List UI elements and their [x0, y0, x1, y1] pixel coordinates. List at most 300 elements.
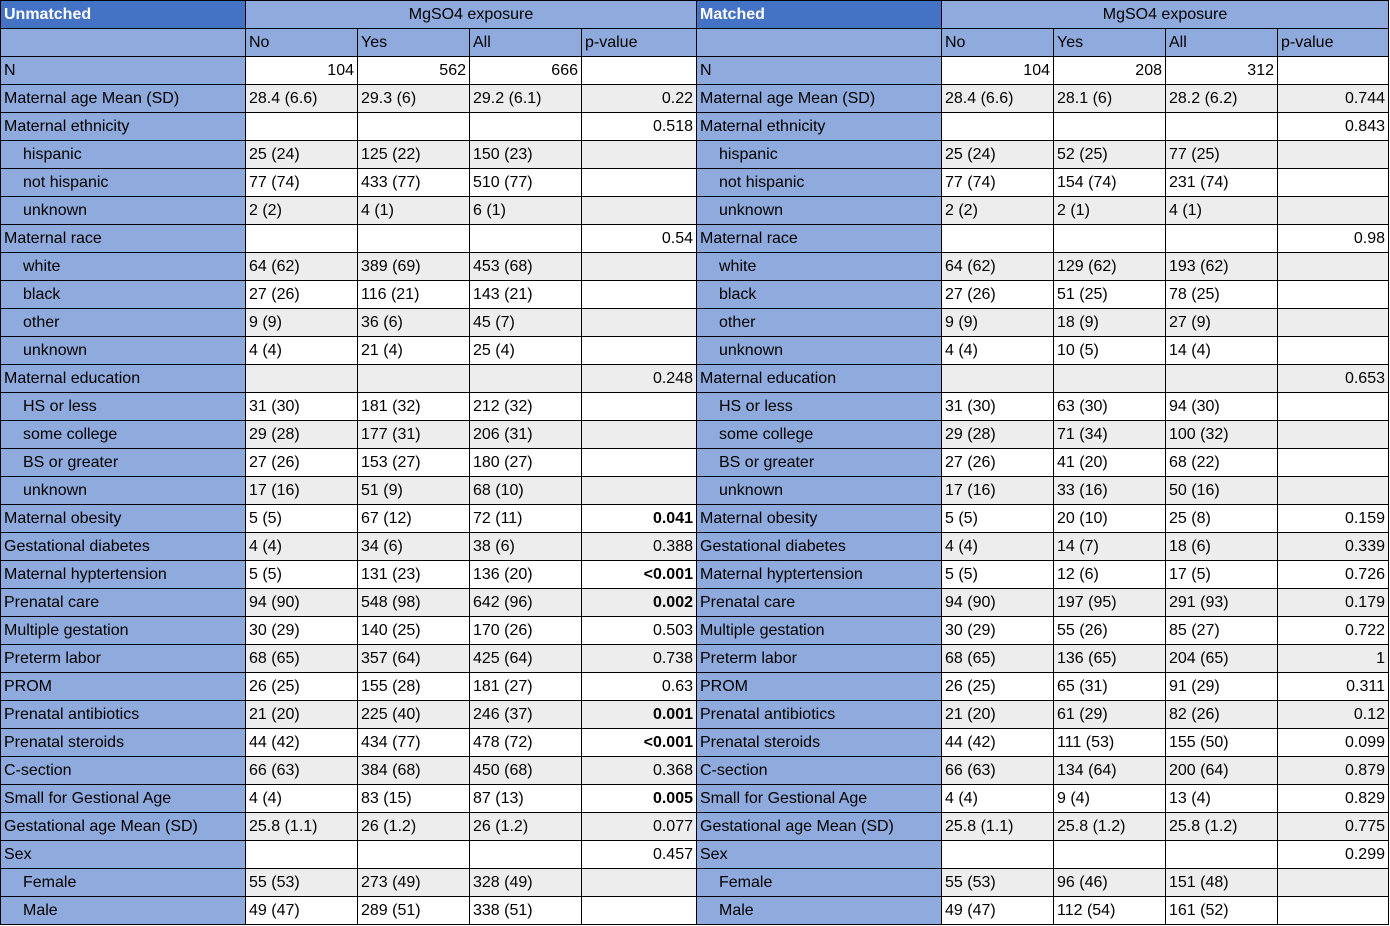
cell-all: 50 (16) [1166, 477, 1278, 505]
cell-pvalue [582, 449, 697, 477]
cell-yes: 25.8 (1.2) [1054, 813, 1166, 841]
cell-yes: 55 (26) [1054, 617, 1166, 645]
cell-yes: 140 (25) [358, 617, 470, 645]
cell-no: 4 (4) [246, 533, 358, 561]
table-row [1, 701, 697, 729]
row-label: Maternal obesity [697, 505, 942, 533]
cell-pvalue [582, 141, 697, 169]
row-label: N [697, 57, 942, 85]
cell-no: 104 [246, 57, 358, 85]
cell-all: 212 (32) [470, 393, 582, 421]
cell-all: 170 (26) [470, 617, 582, 645]
cell-yes: 154 (74) [1054, 169, 1166, 197]
cell-yes: 51 (25) [1054, 281, 1166, 309]
cell-all: 510 (77) [470, 169, 582, 197]
row-label: unknown [1, 477, 246, 505]
row-label: Prenatal care [1, 589, 246, 617]
table-row [697, 169, 1389, 197]
cell-no: 21 (20) [246, 701, 358, 729]
cell-pvalue: 0.829 [1278, 785, 1389, 813]
cell-all: 85 (27) [1166, 617, 1278, 645]
matched-title: Matched [697, 1, 942, 29]
cell-all [470, 113, 582, 141]
cell-yes: 2 (1) [1054, 197, 1166, 225]
row-label: Small for Gestional Age [1, 785, 246, 813]
cell-no: 31 (30) [942, 393, 1054, 421]
cell-yes: 96 (46) [1054, 869, 1166, 897]
row-label: Maternal education [697, 365, 942, 393]
cell-pvalue: 0.339 [1278, 533, 1389, 561]
cell-all [1166, 225, 1278, 253]
cell-no: 27 (26) [942, 449, 1054, 477]
cell-yes: 434 (77) [358, 729, 470, 757]
row-label: Maternal age Mean (SD) [697, 85, 942, 113]
row-label: Maternal race [697, 225, 942, 253]
cell-yes: 548 (98) [358, 589, 470, 617]
cell-all: 13 (4) [1166, 785, 1278, 813]
cell-pvalue: 0.311 [1278, 673, 1389, 701]
cell-yes: 208 [1054, 57, 1166, 85]
table-row [697, 309, 1389, 337]
row-label: other [1, 309, 246, 337]
cell-all [1166, 113, 1278, 141]
cell-all: 68 (10) [470, 477, 582, 505]
cell-pvalue: 0.041 [582, 505, 697, 533]
cell-all: 28.2 (6.2) [1166, 85, 1278, 113]
cell-pvalue: 0.457 [582, 841, 697, 869]
cell-pvalue: <0.001 [582, 561, 697, 589]
row-label: Prenatal care [697, 589, 942, 617]
cell-yes [1054, 113, 1166, 141]
cell-yes: 63 (30) [1054, 393, 1166, 421]
cell-no: 25.8 (1.1) [246, 813, 358, 841]
cell-yes: 65 (31) [1054, 673, 1166, 701]
row-label: white [697, 253, 942, 281]
cell-no: 64 (62) [246, 253, 358, 281]
cell-pvalue [1278, 421, 1389, 449]
cell-all: 72 (11) [470, 505, 582, 533]
table-row [1, 449, 697, 477]
cell-no: 68 (65) [942, 645, 1054, 673]
cell-pvalue [1278, 477, 1389, 505]
row-label: black [1, 281, 246, 309]
cell-all: 25 (8) [1166, 505, 1278, 533]
cell-pvalue: 0.099 [1278, 729, 1389, 757]
cell-pvalue [1278, 197, 1389, 225]
row-label: Maternal ethnicity [697, 113, 942, 141]
cell-all: 200 (64) [1166, 757, 1278, 785]
cell-yes [1054, 365, 1166, 393]
cell-all: 204 (65) [1166, 645, 1278, 673]
table-row [1, 253, 697, 281]
row-label: C-section [697, 757, 942, 785]
table-row [697, 869, 1389, 897]
cell-no: 4 (4) [942, 533, 1054, 561]
cell-yes: 36 (6) [358, 309, 470, 337]
cell-no: 77 (74) [246, 169, 358, 197]
cell-pvalue: 0.503 [582, 617, 697, 645]
cell-pvalue: 0.653 [1278, 365, 1389, 393]
cell-no: 5 (5) [942, 561, 1054, 589]
cell-all: 29.2 (6.1) [470, 85, 582, 113]
table-row [697, 197, 1389, 225]
table-row [697, 225, 1389, 253]
unmatched-col-pvalue: p-value [582, 29, 697, 57]
row-label: Gestational diabetes [1, 533, 246, 561]
unmatched-col-yes: Yes [358, 29, 470, 57]
cell-no: 49 (47) [942, 897, 1054, 925]
table-row [697, 421, 1389, 449]
cell-all: 100 (32) [1166, 421, 1278, 449]
cell-all: 425 (64) [470, 645, 582, 673]
cell-yes: 289 (51) [358, 897, 470, 925]
cell-yes: 384 (68) [358, 757, 470, 785]
cell-yes: 181 (32) [358, 393, 470, 421]
cell-yes: 51 (9) [358, 477, 470, 505]
row-label: Gestational diabetes [697, 533, 942, 561]
cell-pvalue [582, 281, 697, 309]
table-row [1, 85, 697, 113]
row-label: Gestational age Mean (SD) [697, 813, 942, 841]
cell-all: 151 (48) [1166, 869, 1278, 897]
cell-all: 181 (27) [470, 673, 582, 701]
cell-all: 291 (93) [1166, 589, 1278, 617]
cell-all: 312 [1166, 57, 1278, 85]
cell-all: 246 (37) [470, 701, 582, 729]
row-label: Small for Gestional Age [697, 785, 942, 813]
matched-col-yes: Yes [1054, 29, 1166, 57]
cell-all: 161 (52) [1166, 897, 1278, 925]
cell-yes: 125 (22) [358, 141, 470, 169]
cell-pvalue [1278, 141, 1389, 169]
cell-pvalue: 0.002 [582, 589, 697, 617]
table-row [697, 365, 1389, 393]
cell-pvalue [582, 421, 697, 449]
cell-yes: 155 (28) [358, 673, 470, 701]
cell-yes: 273 (49) [358, 869, 470, 897]
row-label: BS or greater [697, 449, 942, 477]
row-label: some college [1, 421, 246, 449]
table-row [697, 281, 1389, 309]
row-label: hispanic [1, 141, 246, 169]
cell-all: 91 (29) [1166, 673, 1278, 701]
cell-yes: 129 (62) [1054, 253, 1166, 281]
table-row [1, 197, 697, 225]
cell-all [1166, 365, 1278, 393]
cell-no [942, 841, 1054, 869]
cell-no: 25.8 (1.1) [942, 813, 1054, 841]
cell-pvalue [1278, 169, 1389, 197]
cell-yes: 18 (9) [1054, 309, 1166, 337]
cell-no: 2 (2) [942, 197, 1054, 225]
row-label: Gestational age Mean (SD) [1, 813, 246, 841]
cell-all [470, 841, 582, 869]
row-label: Maternal age Mean (SD) [1, 85, 246, 113]
cell-yes: 41 (20) [1054, 449, 1166, 477]
cell-pvalue [1278, 309, 1389, 337]
table-row [1, 365, 697, 393]
table-row [1, 225, 697, 253]
table-row [1, 309, 697, 337]
cell-no: 94 (90) [246, 589, 358, 617]
cell-all: 478 (72) [470, 729, 582, 757]
cell-no: 44 (42) [246, 729, 358, 757]
cell-yes: 153 (27) [358, 449, 470, 477]
cell-pvalue: 0.54 [582, 225, 697, 253]
cell-pvalue: 0.005 [582, 785, 697, 813]
row-label: Male [1, 897, 246, 925]
cell-yes: 28.1 (6) [1054, 85, 1166, 113]
unmatched-header-blank [1, 29, 246, 57]
row-label: Maternal obesity [1, 505, 246, 533]
table-row [697, 533, 1389, 561]
cell-yes [358, 365, 470, 393]
cell-pvalue: 0.744 [1278, 85, 1389, 113]
row-label: Sex [697, 841, 942, 869]
cell-pvalue: 0.63 [582, 673, 697, 701]
table-row [1, 869, 697, 897]
table-row [697, 393, 1389, 421]
cell-no [942, 113, 1054, 141]
cell-yes: 9 (4) [1054, 785, 1166, 813]
cell-yes: 20 (10) [1054, 505, 1166, 533]
cell-all: 231 (74) [1166, 169, 1278, 197]
cell-pvalue: 0.12 [1278, 701, 1389, 729]
cell-all: 26 (1.2) [470, 813, 582, 841]
cell-yes: 61 (29) [1054, 701, 1166, 729]
cell-yes: 116 (21) [358, 281, 470, 309]
cell-no [246, 225, 358, 253]
row-label: white [1, 253, 246, 281]
row-label: other [697, 309, 942, 337]
table-row [697, 477, 1389, 505]
cell-yes: 14 (7) [1054, 533, 1166, 561]
cell-pvalue [1278, 57, 1389, 85]
table-row [1, 617, 697, 645]
cell-all: 25 (4) [470, 337, 582, 365]
row-label: HS or less [697, 393, 942, 421]
unmatched-exposure-header: MgSO4 exposure [246, 1, 697, 29]
cell-no: 27 (26) [942, 281, 1054, 309]
row-label: Prenatal steroids [697, 729, 942, 757]
row-label: N [1, 57, 246, 85]
table-row [697, 253, 1389, 281]
row-label: Maternal hyptertension [1, 561, 246, 589]
unmatched-col-all: All [470, 29, 582, 57]
cell-no: 21 (20) [942, 701, 1054, 729]
row-label: unknown [1, 337, 246, 365]
cell-no: 77 (74) [942, 169, 1054, 197]
cell-no [942, 225, 1054, 253]
cell-yes: 225 (40) [358, 701, 470, 729]
cell-all: 38 (6) [470, 533, 582, 561]
cell-pvalue [1278, 281, 1389, 309]
table-row [697, 505, 1389, 533]
cell-pvalue [582, 337, 697, 365]
cell-all: 87 (13) [470, 785, 582, 813]
cell-all: 17 (5) [1166, 561, 1278, 589]
cell-pvalue [582, 57, 697, 85]
cell-no: 4 (4) [246, 785, 358, 813]
cell-all: 450 (68) [470, 757, 582, 785]
row-label: Female [697, 869, 942, 897]
cell-yes [358, 225, 470, 253]
cell-no: 30 (29) [246, 617, 358, 645]
table-row [1, 757, 697, 785]
cell-pvalue: 0.179 [1278, 589, 1389, 617]
cell-yes: 26 (1.2) [358, 813, 470, 841]
cell-no: 5 (5) [246, 505, 358, 533]
table-row [697, 645, 1389, 673]
cell-no: 68 (65) [246, 645, 358, 673]
cell-pvalue: 0.98 [1278, 225, 1389, 253]
cell-pvalue [1278, 337, 1389, 365]
cell-no: 30 (29) [942, 617, 1054, 645]
cell-all: 193 (62) [1166, 253, 1278, 281]
cell-pvalue: 0.368 [582, 757, 697, 785]
row-label: some college [697, 421, 942, 449]
matched-table [696, 0, 1389, 925]
row-label: Multiple gestation [697, 617, 942, 645]
cell-pvalue [1278, 449, 1389, 477]
matched-col-all: All [1166, 29, 1278, 57]
table-row [1, 113, 697, 141]
cell-no: 66 (63) [942, 757, 1054, 785]
cell-pvalue [582, 897, 697, 925]
cell-yes: 29.3 (6) [358, 85, 470, 113]
cell-no: 27 (26) [246, 281, 358, 309]
cell-yes: 52 (25) [1054, 141, 1166, 169]
cell-all: 150 (23) [470, 141, 582, 169]
cell-all: 642 (96) [470, 589, 582, 617]
cell-all: 27 (9) [1166, 309, 1278, 337]
table-row [697, 449, 1389, 477]
cell-yes: 197 (95) [1054, 589, 1166, 617]
cell-pvalue: 0.518 [582, 113, 697, 141]
table-row [697, 841, 1389, 869]
cell-no: 4 (4) [942, 785, 1054, 813]
cell-no: 29 (28) [246, 421, 358, 449]
row-label: unknown [697, 337, 942, 365]
row-label: not hispanic [697, 169, 942, 197]
cell-pvalue: 0.388 [582, 533, 697, 561]
table-row [697, 617, 1389, 645]
cell-no: 9 (9) [246, 309, 358, 337]
row-label: black [697, 281, 942, 309]
cell-yes [1054, 841, 1166, 869]
cell-no: 28.4 (6.6) [942, 85, 1054, 113]
row-label: unknown [697, 197, 942, 225]
row-label: Maternal education [1, 365, 246, 393]
cell-all: 18 (6) [1166, 533, 1278, 561]
row-label: unknown [1, 197, 246, 225]
table-row [1, 337, 697, 365]
cell-all: 94 (30) [1166, 393, 1278, 421]
table-row [1, 561, 697, 589]
cell-no: 5 (5) [942, 505, 1054, 533]
cell-yes: 131 (23) [358, 561, 470, 589]
cell-pvalue [1278, 393, 1389, 421]
row-label: Preterm labor [1, 645, 246, 673]
table-row [697, 701, 1389, 729]
table-row [697, 337, 1389, 365]
row-label: hispanic [697, 141, 942, 169]
cell-yes: 4 (1) [358, 197, 470, 225]
cell-all [470, 225, 582, 253]
cell-all: 25.8 (1.2) [1166, 813, 1278, 841]
table-row [1, 141, 697, 169]
table-row [1, 477, 697, 505]
cell-all: 328 (49) [470, 869, 582, 897]
matched-col-no: No [942, 29, 1054, 57]
cell-no [246, 113, 358, 141]
cell-pvalue: 0.726 [1278, 561, 1389, 589]
table-row [697, 785, 1389, 813]
cell-pvalue: 0.077 [582, 813, 697, 841]
row-label: C-section [1, 757, 246, 785]
cell-no: 26 (25) [942, 673, 1054, 701]
cell-no: 66 (63) [246, 757, 358, 785]
cell-yes: 10 (5) [1054, 337, 1166, 365]
cell-pvalue [582, 309, 697, 337]
cell-no: 31 (30) [246, 393, 358, 421]
cell-no: 27 (26) [246, 449, 358, 477]
row-label: HS or less [1, 393, 246, 421]
table-row [1, 505, 697, 533]
cell-pvalue [582, 869, 697, 897]
table-row [1, 897, 697, 925]
cell-no [246, 841, 358, 869]
table-row [697, 589, 1389, 617]
table-row [1, 729, 697, 757]
row-label: Prenatal steroids [1, 729, 246, 757]
cell-all [470, 365, 582, 393]
cell-pvalue: 0.775 [1278, 813, 1389, 841]
cell-yes [358, 113, 470, 141]
cell-no: 29 (28) [942, 421, 1054, 449]
matched-col-pvalue: p-value [1278, 29, 1389, 57]
cell-no: 55 (53) [942, 869, 1054, 897]
cell-no: 55 (53) [246, 869, 358, 897]
table-row [697, 813, 1389, 841]
table-row [1, 57, 697, 85]
row-label: Maternal ethnicity [1, 113, 246, 141]
cell-no: 28.4 (6.6) [246, 85, 358, 113]
row-label: BS or greater [1, 449, 246, 477]
table-row [1, 645, 697, 673]
table-row [697, 561, 1389, 589]
table-row [1, 673, 697, 701]
row-label: Preterm labor [697, 645, 942, 673]
table-row [697, 757, 1389, 785]
cell-yes: 112 (54) [1054, 897, 1166, 925]
cell-pvalue: 0.299 [1278, 841, 1389, 869]
cell-pvalue: 0.22 [582, 85, 697, 113]
cell-all: 4 (1) [1166, 197, 1278, 225]
cell-all: 453 (68) [470, 253, 582, 281]
cell-all: 77 (25) [1166, 141, 1278, 169]
cell-yes: 433 (77) [358, 169, 470, 197]
cell-yes: 136 (65) [1054, 645, 1166, 673]
cell-yes: 134 (64) [1054, 757, 1166, 785]
row-label: Multiple gestation [1, 617, 246, 645]
cell-no: 26 (25) [246, 673, 358, 701]
cell-no: 17 (16) [942, 477, 1054, 505]
row-label: Sex [1, 841, 246, 869]
cell-pvalue [582, 393, 697, 421]
cell-no: 17 (16) [246, 477, 358, 505]
cell-yes: 177 (31) [358, 421, 470, 449]
